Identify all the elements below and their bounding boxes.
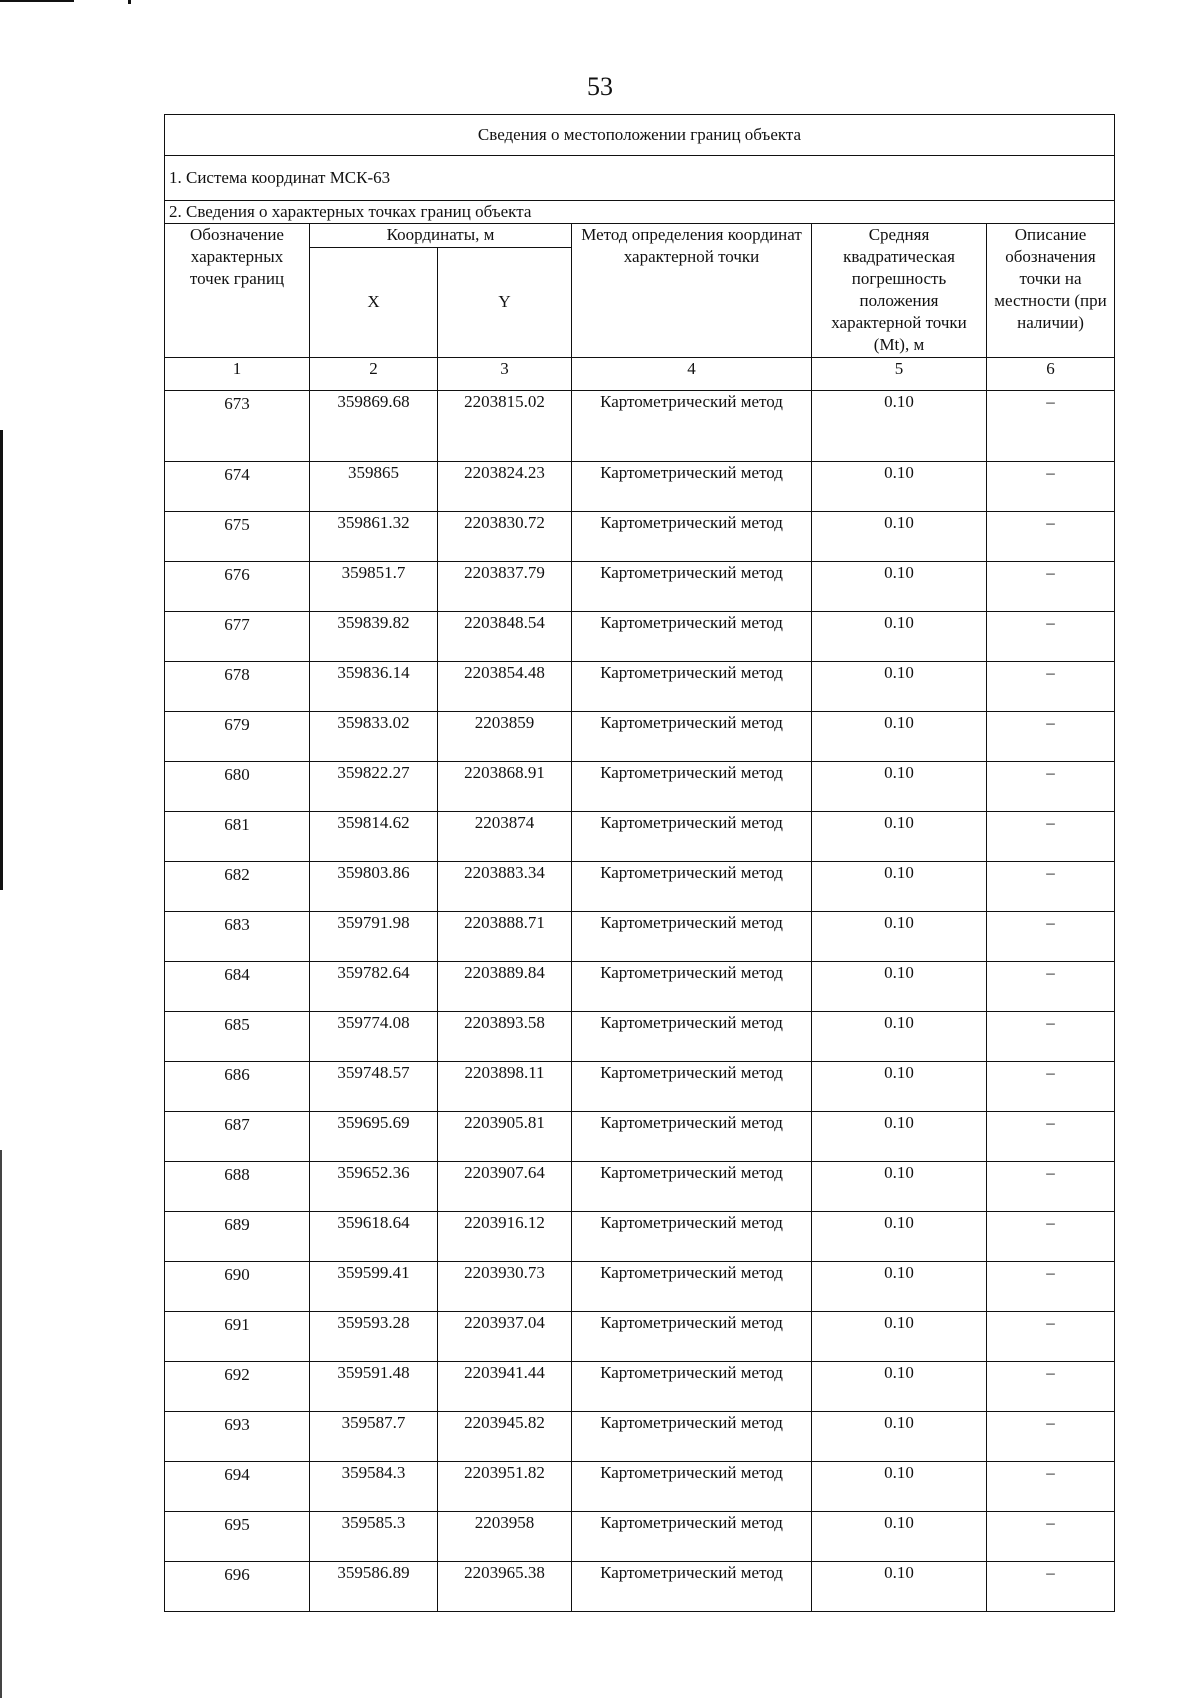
point-id-cell: 673 [165, 390, 310, 461]
error-cell: 0.10 [812, 1311, 987, 1361]
error-cell: 0.10 [812, 661, 987, 711]
description-cell: – [987, 1511, 1115, 1561]
column-number: 3 [438, 357, 572, 390]
x-coordinate-cell: 359591.48 [310, 1361, 438, 1411]
y-coordinate-cell: 2203916.12 [438, 1211, 572, 1261]
description-cell: – [987, 561, 1115, 611]
error-cell: 0.10 [812, 1411, 987, 1461]
error-cell: 0.10 [812, 561, 987, 611]
table-row [165, 390, 1115, 461]
method-cell: Картометрический метод [572, 661, 812, 711]
y-coordinate-cell: 2203905.81 [438, 1111, 572, 1161]
scan-edge-mark [128, 0, 131, 4]
description-cell: – [987, 961, 1115, 1011]
point-id-cell: 693 [165, 1411, 310, 1461]
method-cell: Картометрический метод [572, 861, 812, 911]
points-section-label: 2. Сведения о характерных точках границ объекта [165, 201, 1115, 224]
x-coordinate-cell: 359791.98 [310, 911, 438, 961]
x-coordinate-cell: 359833.02 [310, 711, 438, 761]
x-coordinate-cell: 359695.69 [310, 1111, 438, 1161]
point-id-cell: 675 [165, 511, 310, 561]
section-row [165, 156, 1115, 201]
table-row [165, 1161, 1115, 1211]
table-row [165, 911, 1115, 961]
x-coordinate-cell: 359599.41 [310, 1261, 438, 1311]
scan-edge-mark [0, 1150, 2, 1698]
description-cell: – [987, 711, 1115, 761]
error-cell: 0.10 [812, 1211, 987, 1261]
description-cell: – [987, 461, 1115, 511]
header-error: Средняя квадратическая погрешность положения характерной точки (Mt), м [812, 224, 987, 358]
description-cell: – [987, 661, 1115, 711]
error-cell: 0.10 [812, 861, 987, 911]
y-coordinate-cell: 2203945.82 [438, 1411, 572, 1461]
method-cell: Картометрический метод [572, 811, 812, 861]
point-id-cell: 680 [165, 761, 310, 811]
method-cell: Картометрический метод [572, 461, 812, 511]
error-cell: 0.10 [812, 1161, 987, 1211]
point-id-cell: 689 [165, 1211, 310, 1261]
coordinate-system-label: 1. Система координат МСК-63 [165, 156, 1115, 201]
y-coordinate-cell: 2203824.23 [438, 461, 572, 511]
error-cell: 0.10 [812, 911, 987, 961]
method-cell: Картометрический метод [572, 1261, 812, 1311]
scan-edge-mark [0, 0, 74, 2]
point-id-cell: 688 [165, 1161, 310, 1211]
x-coordinate-cell: 359652.36 [310, 1161, 438, 1211]
header-designation: Обозначение характерных точек границ [165, 224, 310, 358]
page-number: 53 [587, 72, 613, 101]
x-coordinate-cell: 359861.32 [310, 511, 438, 561]
point-id-cell: 696 [165, 1561, 310, 1611]
y-coordinate-cell: 2203888.71 [438, 911, 572, 961]
error-cell: 0.10 [812, 1261, 987, 1311]
header-description: Описание обозначения точки на местности (при наличии) [987, 224, 1115, 358]
x-coordinate-cell: 359618.64 [310, 1211, 438, 1261]
error-cell: 0.10 [812, 1561, 987, 1611]
x-coordinate-cell: 359593.28 [310, 1311, 438, 1361]
description-cell: – [987, 1261, 1115, 1311]
method-cell: Картометрический метод [572, 390, 812, 461]
description-cell: – [987, 911, 1115, 961]
point-id-cell: 687 [165, 1111, 310, 1161]
table-row [165, 761, 1115, 811]
y-coordinate-cell: 2203874 [438, 811, 572, 861]
x-coordinate-cell: 359822.27 [310, 761, 438, 811]
description-cell: – [987, 1311, 1115, 1361]
y-coordinate-cell: 2203941.44 [438, 1361, 572, 1411]
column-number: 2 [310, 357, 438, 390]
y-coordinate-cell: 2203837.79 [438, 561, 572, 611]
point-id-cell: 683 [165, 911, 310, 961]
boundary-points-table [164, 114, 1115, 1612]
y-coordinate-cell: 2203830.72 [438, 511, 572, 561]
point-id-cell: 682 [165, 861, 310, 911]
error-cell: 0.10 [812, 1111, 987, 1161]
y-coordinate-cell: 2203889.84 [438, 961, 572, 1011]
x-coordinate-cell: 359869.68 [310, 390, 438, 461]
table-row [165, 561, 1115, 611]
error-cell: 0.10 [812, 511, 987, 561]
table-row [165, 1361, 1115, 1411]
description-cell: – [987, 1111, 1115, 1161]
table-row [165, 1111, 1115, 1161]
column-number: 5 [812, 357, 987, 390]
method-cell: Картометрический метод [572, 1011, 812, 1061]
column-number: 6 [987, 357, 1115, 390]
description-cell: – [987, 1361, 1115, 1411]
point-id-cell: 676 [165, 561, 310, 611]
point-id-cell: 681 [165, 811, 310, 861]
point-id-cell: 674 [165, 461, 310, 511]
method-cell: Картометрический метод [572, 1561, 812, 1611]
error-cell: 0.10 [812, 1461, 987, 1511]
error-cell: 0.10 [812, 1061, 987, 1111]
description-cell: – [987, 511, 1115, 561]
x-coordinate-cell: 359782.64 [310, 961, 438, 1011]
error-cell: 0.10 [812, 761, 987, 811]
header-method: Метод определения координат характерной точки [572, 224, 812, 358]
table-title-row [165, 115, 1115, 156]
method-cell: Картометрический метод [572, 1361, 812, 1411]
error-cell: 0.10 [812, 1361, 987, 1411]
point-id-cell: 679 [165, 711, 310, 761]
x-coordinate-cell: 359851.7 [310, 561, 438, 611]
description-cell: – [987, 1561, 1115, 1611]
description-cell: – [987, 390, 1115, 461]
y-coordinate-cell: 2203958 [438, 1511, 572, 1561]
description-cell: – [987, 1211, 1115, 1261]
point-id-cell: 694 [165, 1461, 310, 1511]
y-coordinate-cell: 2203883.34 [438, 861, 572, 911]
point-id-cell: 690 [165, 1261, 310, 1311]
table-row [165, 1411, 1115, 1461]
x-coordinate-cell: 359774.08 [310, 1011, 438, 1061]
description-cell: – [987, 1461, 1115, 1511]
description-cell: – [987, 611, 1115, 661]
table-row [165, 511, 1115, 561]
description-cell: – [987, 861, 1115, 911]
column-number: 4 [572, 357, 812, 390]
method-cell: Картометрический метод [572, 561, 812, 611]
y-coordinate-cell: 2203937.04 [438, 1311, 572, 1361]
table-row [165, 1561, 1115, 1611]
error-cell: 0.10 [812, 811, 987, 861]
method-cell: Картометрический метод [572, 1061, 812, 1111]
point-id-cell: 695 [165, 1511, 310, 1561]
table-row [165, 1211, 1115, 1261]
y-coordinate-cell: 2203848.54 [438, 611, 572, 661]
table-row [165, 861, 1115, 911]
table-row [165, 811, 1115, 861]
scan-edge-mark [0, 430, 3, 890]
x-coordinate-cell: 359865 [310, 461, 438, 511]
error-cell: 0.10 [812, 611, 987, 661]
error-cell: 0.10 [812, 1011, 987, 1061]
y-coordinate-cell: 2203965.38 [438, 1561, 572, 1611]
table-row [165, 711, 1115, 761]
method-cell: Картометрический метод [572, 1311, 812, 1361]
header-coordinates: Координаты, м [310, 224, 572, 248]
x-coordinate-cell: 359836.14 [310, 661, 438, 711]
table-row [165, 1311, 1115, 1361]
table-row [165, 961, 1115, 1011]
method-cell: Картометрический метод [572, 1511, 812, 1561]
column-numbers-row [165, 357, 1115, 390]
y-coordinate-cell: 2203907.64 [438, 1161, 572, 1211]
method-cell: Картометрический метод [572, 611, 812, 661]
description-cell: – [987, 761, 1115, 811]
point-id-cell: 691 [165, 1311, 310, 1361]
error-cell: 0.10 [812, 390, 987, 461]
point-id-cell: 686 [165, 1061, 310, 1111]
y-coordinate-cell: 2203951.82 [438, 1461, 572, 1511]
y-coordinate-cell: 2203859 [438, 711, 572, 761]
method-cell: Картометрический метод [572, 511, 812, 561]
header-y: Y [438, 248, 572, 357]
method-cell: Картометрический метод [572, 1161, 812, 1211]
error-cell: 0.10 [812, 1511, 987, 1561]
x-coordinate-cell: 359584.3 [310, 1461, 438, 1511]
method-cell: Картометрический метод [572, 961, 812, 1011]
description-cell: – [987, 1411, 1115, 1461]
method-cell: Картометрический метод [572, 1211, 812, 1261]
table-row [165, 1011, 1115, 1061]
method-cell: Картометрический метод [572, 1111, 812, 1161]
y-coordinate-cell: 2203815.02 [438, 390, 572, 461]
point-id-cell: 677 [165, 611, 310, 661]
method-cell: Картометрический метод [572, 761, 812, 811]
table-row [165, 661, 1115, 711]
method-cell: Картометрический метод [572, 1461, 812, 1511]
error-cell: 0.10 [812, 711, 987, 761]
y-coordinate-cell: 2203854.48 [438, 661, 572, 711]
error-cell: 0.10 [812, 461, 987, 511]
method-cell: Картометрический метод [572, 1411, 812, 1461]
point-id-cell: 692 [165, 1361, 310, 1411]
table-row [165, 1061, 1115, 1111]
description-cell: – [987, 811, 1115, 861]
table-row [165, 461, 1115, 511]
header-x: X [310, 248, 438, 357]
description-cell: – [987, 1011, 1115, 1061]
error-cell: 0.10 [812, 961, 987, 1011]
x-coordinate-cell: 359587.7 [310, 1411, 438, 1461]
column-number: 1 [165, 357, 310, 390]
point-id-cell: 685 [165, 1011, 310, 1061]
x-coordinate-cell: 359586.89 [310, 1561, 438, 1611]
table-row [165, 611, 1115, 661]
header-row [165, 224, 1115, 248]
section-row [165, 201, 1115, 224]
y-coordinate-cell: 2203893.58 [438, 1011, 572, 1061]
x-coordinate-cell: 359814.62 [310, 811, 438, 861]
method-cell: Картометрический метод [572, 911, 812, 961]
point-id-cell: 684 [165, 961, 310, 1011]
table-title: Сведения о местоположении границ объекта [165, 115, 1115, 156]
table-row [165, 1511, 1115, 1561]
table-row [165, 1461, 1115, 1511]
y-coordinate-cell: 2203898.11 [438, 1061, 572, 1111]
point-id-cell: 678 [165, 661, 310, 711]
table-row [165, 1261, 1115, 1311]
method-cell: Картометрический метод [572, 711, 812, 761]
x-coordinate-cell: 359748.57 [310, 1061, 438, 1111]
y-coordinate-cell: 2203930.73 [438, 1261, 572, 1311]
x-coordinate-cell: 359839.82 [310, 611, 438, 661]
description-cell: – [987, 1161, 1115, 1211]
description-cell: – [987, 1061, 1115, 1111]
x-coordinate-cell: 359803.86 [310, 861, 438, 911]
y-coordinate-cell: 2203868.91 [438, 761, 572, 811]
x-coordinate-cell: 359585.3 [310, 1511, 438, 1561]
